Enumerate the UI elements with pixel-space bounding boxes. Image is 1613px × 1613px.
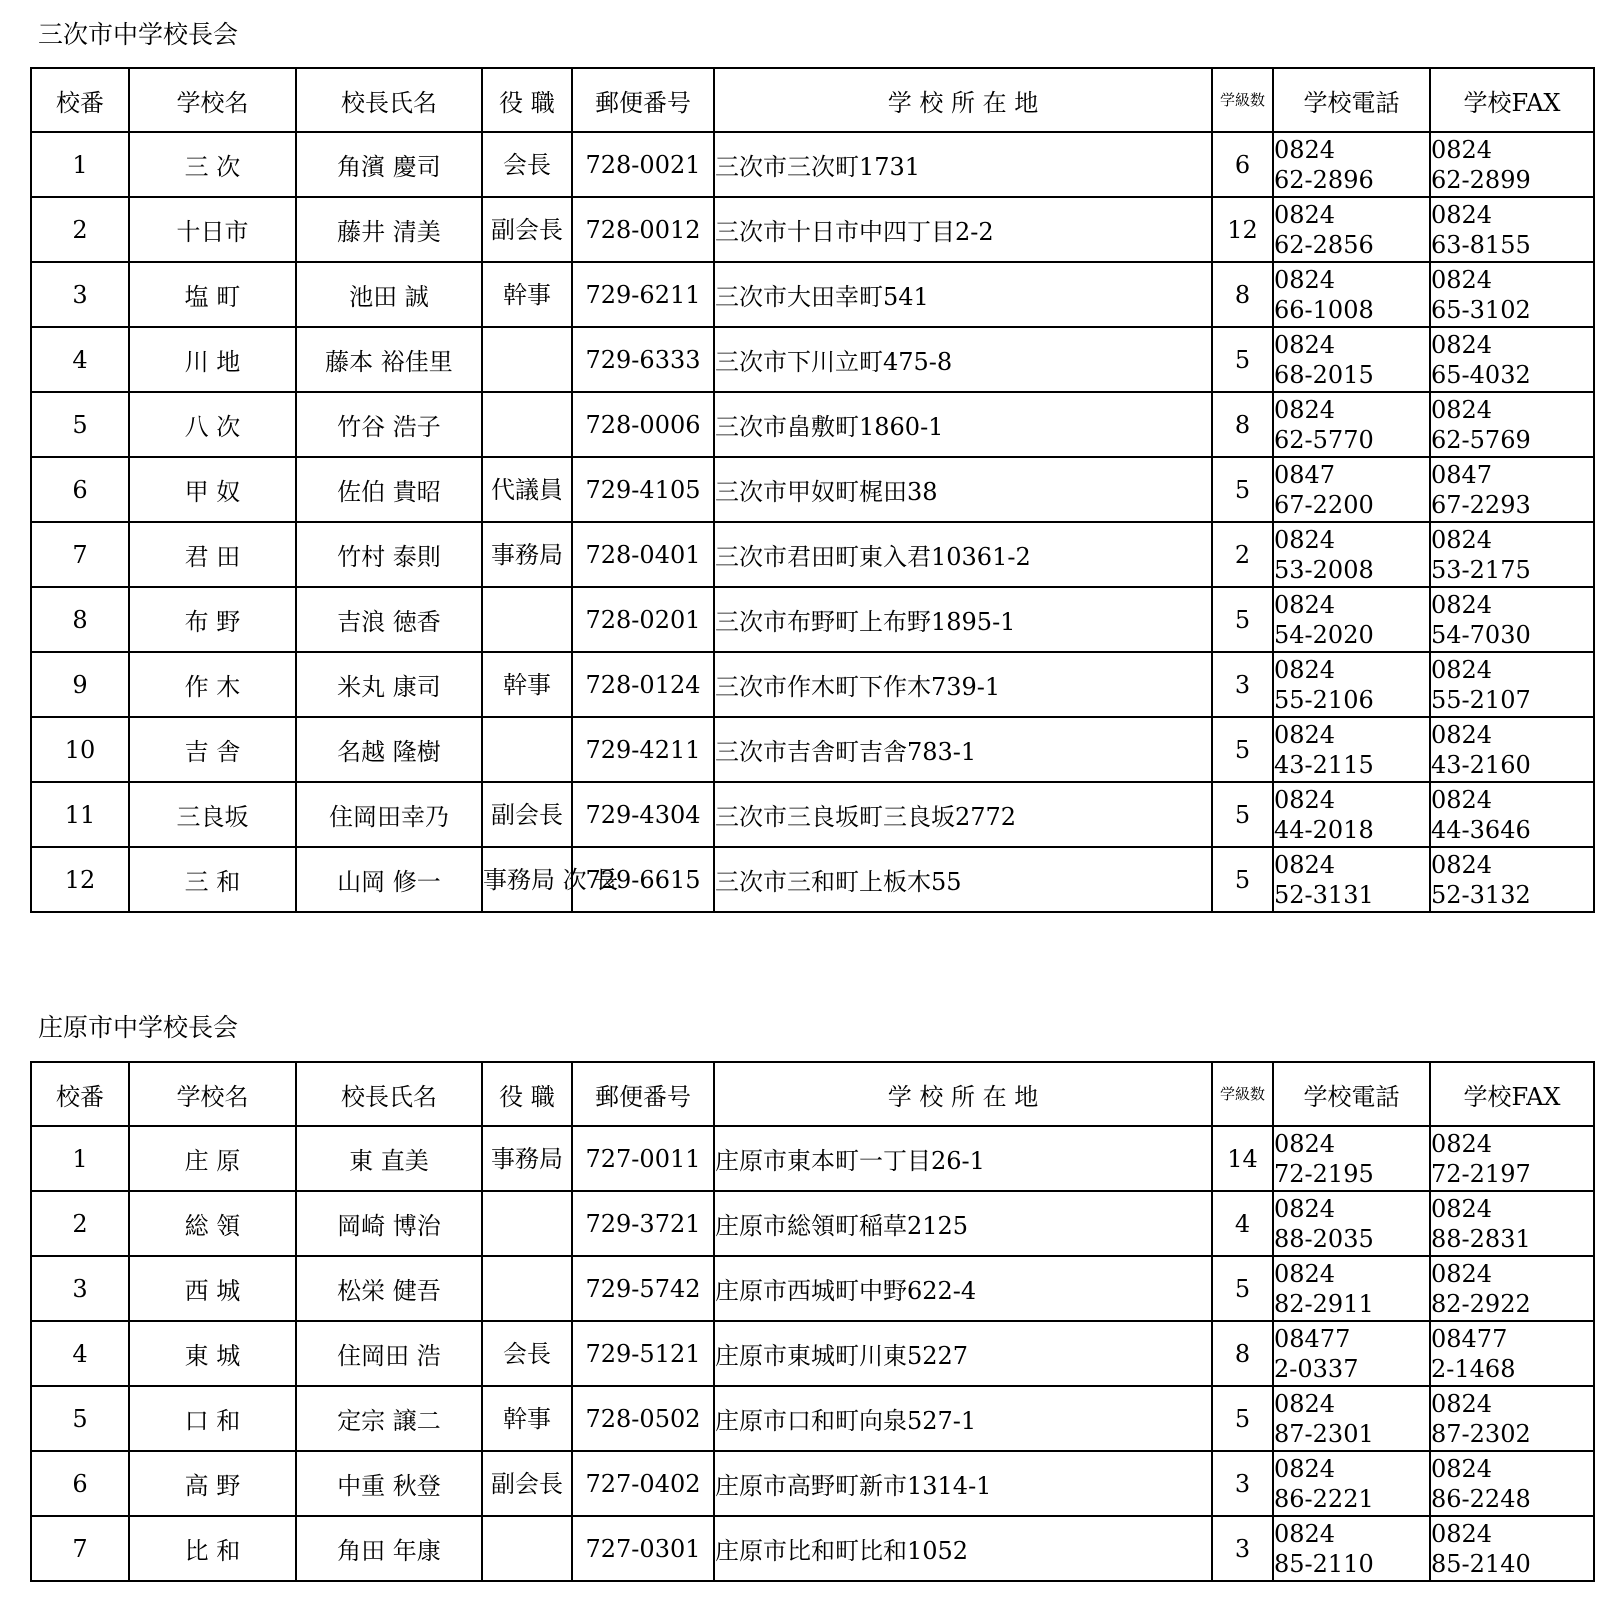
school-number-cell: 6 [31,457,129,522]
phone-cell [1273,847,1430,912]
position-cell [482,1191,572,1256]
fax-cell [1430,1256,1594,1321]
table-row [31,1126,1594,1191]
phone-area-code: 0824 [1274,1519,1336,1548]
school-number-cell: 2 [31,1191,129,1256]
principal-name-cell: 角濱 慶司 [296,132,482,197]
postal-code-cell: 729-4211 [572,717,714,782]
principal-name-cell: 山岡 修一 [296,847,482,912]
address-cell: 三次市十日市中四丁目2-2 [714,197,1212,262]
phone-cell [1273,262,1430,327]
fax-number: 63-8155 [1431,230,1531,259]
phone-cell [1273,522,1430,587]
header-address: 学 校 所 在 地 [714,68,1212,132]
postal-code-cell: 729-6615 [572,847,714,912]
phone-area-code: 0824 [1274,850,1336,879]
position-cell: 副会長 [482,197,572,262]
phone-area-code: 0824 [1274,785,1336,814]
fax-cell [1430,457,1594,522]
phone-area-code: 0824 [1274,525,1336,554]
fax-cell [1430,392,1594,457]
phone-number: 43-2115 [1274,750,1374,779]
address-cell: 庄原市比和町比和1052 [714,1516,1212,1581]
fax-cell [1430,652,1594,717]
school-number-cell: 12 [31,847,129,912]
principal-name-cell: 東 直美 [296,1126,482,1191]
address-cell: 三次市三和町上板木55 [714,847,1212,912]
school-name-cell: 西 城 [129,1256,296,1321]
fax-area-code: 0824 [1431,1389,1493,1418]
class-count-cell: 5 [1212,1256,1273,1321]
fax-area-code: 0824 [1431,1259,1493,1288]
phone-area-code: 0824 [1274,1129,1336,1158]
postal-code-cell: 728-0021 [572,132,714,197]
school-number-cell: 3 [31,262,129,327]
class-count-cell: 5 [1212,847,1273,912]
class-count-cell: 5 [1212,327,1273,392]
table-row [31,392,1594,457]
class-count-cell: 8 [1212,392,1273,457]
school-number-cell: 8 [31,587,129,652]
fax-area-code: 0824 [1431,850,1493,879]
class-count-cell: 3 [1212,1451,1273,1516]
fax-number: 54-7030 [1431,620,1531,649]
school-name-cell: 布 野 [129,587,296,652]
fax-cell [1430,587,1594,652]
header-school-name: 学校名 [129,1062,296,1126]
table-row [31,522,1594,587]
school-name-cell: 君 田 [129,522,296,587]
school-number-cell: 7 [31,522,129,587]
phone-cell [1273,1256,1430,1321]
phone-number: 72-2195 [1274,1159,1374,1188]
phone-cell [1273,1451,1430,1516]
school-name-cell: 総 領 [129,1191,296,1256]
address-cell: 三次市作木町下作木739-1 [714,652,1212,717]
fax-number: 43-2160 [1431,750,1531,779]
phone-area-code: 0847 [1274,460,1336,489]
fax-number: 62-5769 [1431,425,1531,454]
phone-number: 88-2035 [1274,1224,1374,1253]
position-cell: 会長 [482,132,572,197]
phone-number: 53-2008 [1274,555,1374,584]
position-cell [482,587,572,652]
fax-number: 2-1468 [1431,1354,1516,1383]
postal-code-cell: 727-0301 [572,1516,714,1581]
postal-code-cell: 728-0401 [572,522,714,587]
position-cell: 幹事 [482,652,572,717]
school-name-cell: 川 地 [129,327,296,392]
principal-name-cell: 吉浪 徳香 [296,587,482,652]
address-cell: 三次市三良坂町三良坂2772 [714,782,1212,847]
phone-area-code: 0824 [1274,720,1336,749]
phone-number: 87-2301 [1274,1419,1374,1448]
fax-number: 65-4032 [1431,360,1531,389]
phone-cell [1273,717,1430,782]
table-row [31,1386,1594,1451]
postal-code-cell: 729-6211 [572,262,714,327]
fax-area-code: 0824 [1431,1519,1493,1548]
position-cell: 会長 [482,1321,572,1386]
class-count-cell: 6 [1212,132,1273,197]
header-principal-name: 校長氏名 [296,1062,482,1126]
position-cell: 副会長 [482,782,572,847]
phone-cell [1273,457,1430,522]
header-address: 学 校 所 在 地 [714,1062,1212,1126]
address-cell: 庄原市高野町新市1314-1 [714,1451,1212,1516]
phone-cell [1273,652,1430,717]
fax-area-code: 0824 [1431,1194,1493,1223]
school-name-cell: 十日市 [129,197,296,262]
position-cell: 幹事 [482,1386,572,1451]
fax-number: 62-2899 [1431,165,1531,194]
address-cell: 三次市大田幸町541 [714,262,1212,327]
class-count-cell: 5 [1212,457,1273,522]
postal-code-cell: 729-5121 [572,1321,714,1386]
section-title: 庄原市中学校長会 [38,1013,239,1042]
school-name-cell: 作 木 [129,652,296,717]
school-number-cell: 6 [31,1451,129,1516]
principal-name-cell: 定宗 譲二 [296,1386,482,1451]
fax-cell [1430,782,1594,847]
school-name-cell: 東 城 [129,1321,296,1386]
postal-code-cell: 729-5742 [572,1256,714,1321]
fax-area-code: 0824 [1431,395,1493,424]
address-cell: 三次市畠敷町1860-1 [714,392,1212,457]
address-cell: 庄原市東本町一丁目26-1 [714,1126,1212,1191]
class-count-cell: 14 [1212,1126,1273,1191]
fax-cell [1430,1321,1594,1386]
position-cell: 事務局 [482,522,572,587]
school-number-cell: 2 [31,197,129,262]
table-row [31,1451,1594,1516]
school-name-cell: 高 野 [129,1451,296,1516]
school-number-cell: 9 [31,652,129,717]
table-row [31,132,1594,197]
position-cell [482,392,572,457]
table-header-row [31,1062,1594,1126]
fax-number: 88-2831 [1431,1224,1531,1253]
school-name-cell: 三 次 [129,132,296,197]
phone-cell [1273,392,1430,457]
position-cell: 事務局 [482,1126,572,1191]
header-school-number: 校番 [31,68,129,132]
fax-area-code: 0824 [1431,135,1493,164]
phone-number: 85-2110 [1274,1549,1374,1578]
school-name-cell: 甲 奴 [129,457,296,522]
class-count-cell: 5 [1212,1386,1273,1451]
phone-number: 62-5770 [1274,425,1374,454]
table-row [31,327,1594,392]
school-number-cell: 11 [31,782,129,847]
header-class-count: 学級数 [1212,1062,1273,1126]
school-name-cell: 八 次 [129,392,296,457]
header-phone: 学校電話 [1273,68,1430,132]
address-cell: 庄原市総領町稲草2125 [714,1191,1212,1256]
phone-number: 82-2911 [1274,1289,1374,1318]
class-count-cell: 5 [1212,587,1273,652]
phone-area-code: 0824 [1274,1389,1336,1418]
fax-area-code: 0824 [1431,590,1493,619]
class-count-cell: 12 [1212,197,1273,262]
table-row [31,847,1594,912]
school-name-cell: 口 和 [129,1386,296,1451]
fax-cell [1430,262,1594,327]
principal-name-cell: 岡崎 博治 [296,1191,482,1256]
table-row [31,652,1594,717]
fax-area-code: 0824 [1431,265,1493,294]
header-school-number: 校番 [31,1062,129,1126]
school-number-cell: 4 [31,1321,129,1386]
principal-name-cell: 藤井 清美 [296,197,482,262]
school-name-cell: 庄 原 [129,1126,296,1191]
fax-cell [1430,847,1594,912]
school-name-cell: 三 和 [129,847,296,912]
fax-area-code: 0824 [1431,720,1493,749]
phone-cell [1273,587,1430,652]
table-row [31,587,1594,652]
school-roster-table [30,1061,1595,1582]
address-cell: 三次市下川立町475-8 [714,327,1212,392]
header-phone: 学校電話 [1273,1062,1430,1126]
section-title: 三次市中学校長会 [38,20,239,49]
phone-area-code: 0824 [1274,1259,1336,1288]
fax-number: 72-2197 [1431,1159,1531,1188]
school-number-cell: 7 [31,1516,129,1581]
phone-number: 67-2200 [1274,490,1374,519]
phone-area-code: 0824 [1274,330,1336,359]
phone-number: 62-2896 [1274,165,1374,194]
phone-area-code: 0824 [1274,135,1336,164]
postal-code-cell: 729-6333 [572,327,714,392]
header-fax: 学校FAX [1430,1062,1594,1126]
header-postal-code: 郵便番号 [572,68,714,132]
school-number-cell: 5 [31,392,129,457]
fax-cell [1430,197,1594,262]
phone-number: 62-2856 [1274,230,1374,259]
school-number-cell: 1 [31,1126,129,1191]
fax-area-code: 0824 [1431,330,1493,359]
phone-cell [1273,1126,1430,1191]
postal-code-cell: 729-4304 [572,782,714,847]
fax-number: 85-2140 [1431,1549,1531,1578]
fax-area-code: 0824 [1431,1454,1493,1483]
school-number-cell: 5 [31,1386,129,1451]
fax-area-code: 0824 [1431,1129,1493,1158]
postal-code-cell: 728-0012 [572,197,714,262]
school-number-cell: 10 [31,717,129,782]
phone-cell [1273,1516,1430,1581]
table-row [31,197,1594,262]
principal-name-cell: 松栄 健吾 [296,1256,482,1321]
postal-code-cell: 728-0006 [572,392,714,457]
school-number-cell: 4 [31,327,129,392]
header-principal-name: 校長氏名 [296,68,482,132]
phone-cell [1273,1321,1430,1386]
class-count-cell: 8 [1212,262,1273,327]
phone-number: 44-2018 [1274,815,1374,844]
phone-number: 54-2020 [1274,620,1374,649]
class-count-cell: 2 [1212,522,1273,587]
fax-number: 65-3102 [1431,295,1531,324]
address-cell: 三次市君田町東入君10361-2 [714,522,1212,587]
fax-number: 67-2293 [1431,490,1531,519]
address-cell: 庄原市東城町川東5227 [714,1321,1212,1386]
address-cell: 三次市三次町1731 [714,132,1212,197]
header-class-count: 学級数 [1212,68,1273,132]
fax-area-code: 08477 [1431,1324,1508,1353]
table-row [31,1516,1594,1581]
fax-number: 86-2248 [1431,1484,1531,1513]
principal-name-cell: 竹村 泰則 [296,522,482,587]
address-cell: 三次市吉舎町吉舎783-1 [714,717,1212,782]
postal-code-cell: 729-3721 [572,1191,714,1256]
position-cell: 代議員 [482,457,572,522]
address-cell: 三次市甲奴町梶田38 [714,457,1212,522]
postal-code-cell: 728-0502 [572,1386,714,1451]
class-count-cell: 5 [1212,782,1273,847]
phone-area-code: 0824 [1274,1454,1336,1483]
phone-area-code: 08477 [1274,1324,1351,1353]
phone-number: 68-2015 [1274,360,1374,389]
phone-number: 55-2106 [1274,685,1374,714]
fax-cell [1430,1191,1594,1256]
principal-name-cell: 中重 秋登 [296,1451,482,1516]
table-row [31,1321,1594,1386]
address-cell: 庄原市口和町向泉527-1 [714,1386,1212,1451]
header-fax: 学校FAX [1430,68,1594,132]
phone-number: 2-0337 [1274,1354,1359,1383]
position-cell [482,1256,572,1321]
principal-name-cell: 佐伯 貴昭 [296,457,482,522]
fax-cell [1430,132,1594,197]
phone-number: 66-1008 [1274,295,1374,324]
table-row [31,782,1594,847]
school-name-cell: 吉 舎 [129,717,296,782]
header-postal-code: 郵便番号 [572,1062,714,1126]
phone-area-code: 0824 [1274,655,1336,684]
phone-cell [1273,782,1430,847]
fax-area-code: 0824 [1431,200,1493,229]
phone-area-code: 0824 [1274,265,1336,294]
class-count-cell: 3 [1212,652,1273,717]
class-count-cell: 3 [1212,1516,1273,1581]
phone-area-code: 0824 [1274,1194,1336,1223]
principal-name-cell: 住岡田 浩 [296,1321,482,1386]
fax-cell [1430,327,1594,392]
principal-name-cell: 池田 誠 [296,262,482,327]
school-name-cell: 塩 町 [129,262,296,327]
phone-cell [1273,197,1430,262]
fax-cell [1430,717,1594,782]
fax-number: 55-2107 [1431,685,1531,714]
fax-number: 87-2302 [1431,1419,1531,1448]
fax-cell [1430,1516,1594,1581]
postal-code-cell: 728-0124 [572,652,714,717]
school-number-cell: 1 [31,132,129,197]
principal-name-cell: 角田 年康 [296,1516,482,1581]
table-row [31,457,1594,522]
fax-number: 44-3646 [1431,815,1531,844]
position-cell: 幹事 [482,262,572,327]
principal-name-cell: 住岡田幸乃 [296,782,482,847]
position-cell [482,1516,572,1581]
postal-code-cell: 727-0402 [572,1451,714,1516]
phone-cell [1273,327,1430,392]
position-cell: 事務局 次 長 [482,847,572,912]
address-cell: 三次市布野町上布野1895-1 [714,587,1212,652]
header-position: 役 職 [482,1062,572,1126]
school-roster-table [30,67,1595,913]
class-count-cell: 5 [1212,717,1273,782]
table-row [31,1256,1594,1321]
principal-name-cell: 藤本 裕佳里 [296,327,482,392]
fax-cell [1430,1126,1594,1191]
position-cell [482,717,572,782]
table-row [31,1191,1594,1256]
phone-number: 52-3131 [1274,880,1374,909]
fax-number: 53-2175 [1431,555,1531,584]
table-row [31,717,1594,782]
position-cell: 副会長 [482,1451,572,1516]
fax-area-code: 0824 [1431,785,1493,814]
postal-code-cell: 728-0201 [572,587,714,652]
fax-number: 52-3132 [1431,880,1531,909]
school-name-cell: 三良坂 [129,782,296,847]
phone-area-code: 0824 [1274,200,1336,229]
postal-code-cell: 729-4105 [572,457,714,522]
fax-area-code: 0824 [1431,655,1493,684]
phone-area-code: 0824 [1274,590,1336,619]
table-row [31,262,1594,327]
table-header-row [31,68,1594,132]
fax-area-code: 0847 [1431,460,1493,489]
address-cell: 庄原市西城町中野622-4 [714,1256,1212,1321]
fax-cell [1430,522,1594,587]
class-count-cell: 4 [1212,1191,1273,1256]
position-cell [482,327,572,392]
fax-area-code: 0824 [1431,525,1493,554]
fax-cell [1430,1386,1594,1451]
phone-cell [1273,1386,1430,1451]
phone-cell [1273,132,1430,197]
phone-number: 86-2221 [1274,1484,1374,1513]
header-school-name: 学校名 [129,68,296,132]
phone-cell [1273,1191,1430,1256]
school-number-cell: 3 [31,1256,129,1321]
fax-cell [1430,1451,1594,1516]
postal-code-cell: 727-0011 [572,1126,714,1191]
header-position: 役 職 [482,68,572,132]
phone-area-code: 0824 [1274,395,1336,424]
principal-name-cell: 米丸 康司 [296,652,482,717]
principal-name-cell: 竹谷 浩子 [296,392,482,457]
class-count-cell: 8 [1212,1321,1273,1386]
fax-number: 82-2922 [1431,1289,1531,1318]
principal-name-cell: 名越 隆樹 [296,717,482,782]
school-name-cell: 比 和 [129,1516,296,1581]
